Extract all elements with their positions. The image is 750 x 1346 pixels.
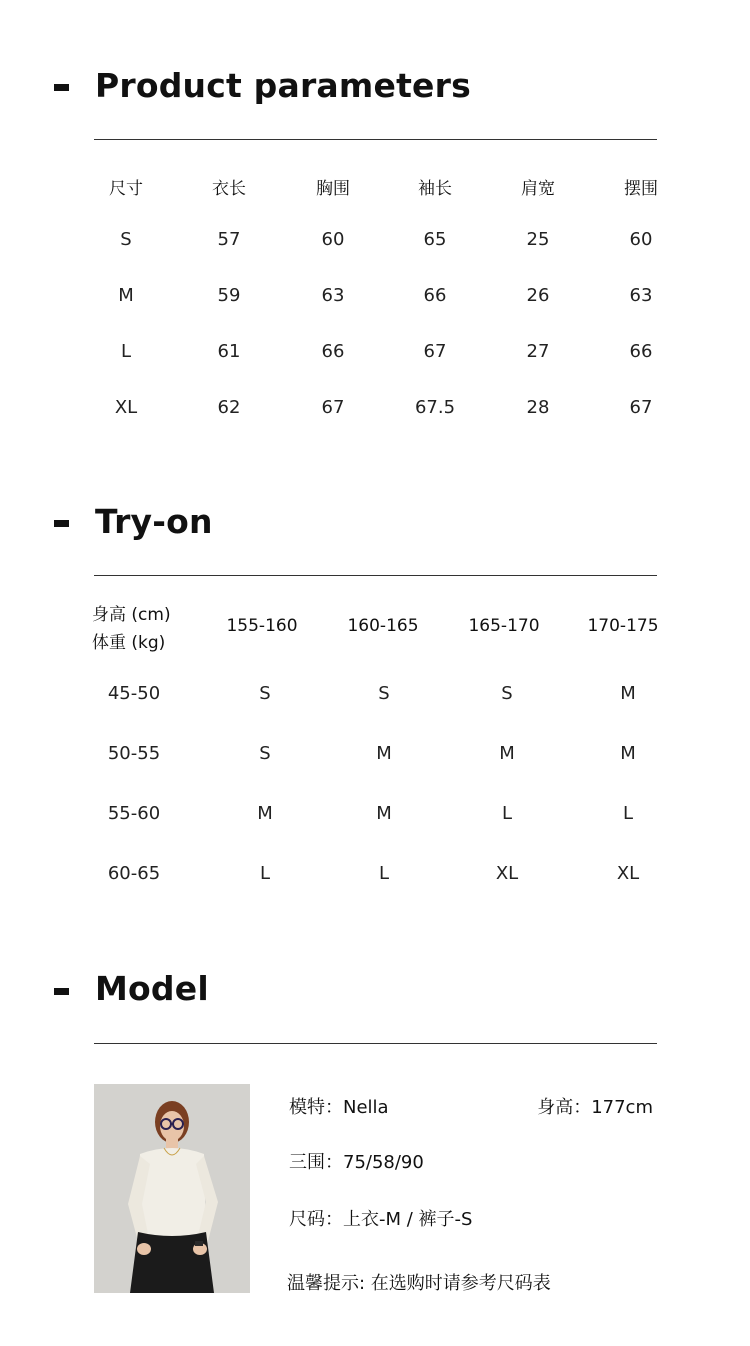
model-illustration [94, 1084, 250, 1293]
tryon-cell: L [622, 803, 634, 824]
divider [94, 1043, 657, 1044]
divider [94, 575, 657, 576]
params-cell: 27 [526, 341, 550, 362]
tryon-weight: 45-50 [107, 683, 161, 704]
tryon-weight: 50-55 [107, 743, 161, 764]
params-cell: 28 [526, 397, 550, 418]
params-cell: 67 [629, 397, 653, 418]
tryon-cell: S [378, 683, 390, 704]
model-title: Model [95, 969, 209, 1008]
params-cell: 63 [321, 285, 345, 306]
divider [94, 139, 657, 140]
params-header: 胸围 [316, 179, 350, 199]
params-header: 袖长 [418, 179, 452, 199]
tryon-cell: XL [616, 863, 640, 884]
tryon-cell: M [620, 743, 636, 764]
section-marker [54, 520, 69, 527]
params-cell: 25 [526, 229, 550, 250]
tryon-cell: M [620, 683, 636, 704]
params-cell: 60 [321, 229, 345, 250]
params-cell: 61 [217, 341, 241, 362]
params-title: Product parameters [95, 66, 471, 105]
params-cell: 26 [526, 285, 550, 306]
params-cell: 66 [423, 285, 447, 306]
tryon-cell: L [501, 803, 513, 824]
tryon-height-header: 170-175 [587, 616, 659, 636]
model-name: 模特：Nella [289, 1097, 389, 1118]
params-cell: 60 [629, 229, 653, 250]
tryon-cell: S [259, 743, 271, 764]
size-tip: 温馨提示: 在选购时请参考尺码表 [287, 1273, 551, 1294]
params-cell: 66 [321, 341, 345, 362]
tryon-cell: XL [495, 863, 519, 884]
tryon-cell: L [259, 863, 271, 884]
params-cell: 67.5 [414, 397, 456, 418]
params-cell: 62 [217, 397, 241, 418]
tryon-cell: M [257, 803, 273, 824]
model-height: 身高：177cm [537, 1097, 653, 1118]
tryon-height-header: 155-160 [226, 616, 298, 636]
tryon-weight: 55-60 [107, 803, 161, 824]
model-photo [94, 1084, 250, 1293]
tryon-cell: M [376, 743, 392, 764]
tryon-cell: S [259, 683, 271, 704]
tryon-cell: M [499, 743, 515, 764]
params-cell: 63 [629, 285, 653, 306]
params-cell: S [120, 229, 132, 250]
tryon-cell: M [376, 803, 392, 824]
params-cell: 67 [423, 341, 447, 362]
tryon-corner-height: 身高 (cm) [92, 605, 171, 625]
params-cell: 59 [217, 285, 241, 306]
params-cell: 66 [629, 341, 653, 362]
section-marker [54, 988, 69, 995]
params-cell: L [120, 341, 132, 362]
params-cell: XL [114, 397, 138, 418]
params-cell: 65 [423, 229, 447, 250]
params-header: 肩宽 [521, 179, 555, 199]
params-header: 衣长 [212, 179, 246, 199]
section-marker [54, 84, 69, 91]
params-cell: M [118, 285, 134, 306]
model-size: 尺码：上衣-M / 裤子-S [289, 1209, 473, 1230]
tryon-height-header: 165-170 [468, 616, 540, 636]
tryon-weight: 60-65 [107, 863, 161, 884]
params-header: 摆围 [624, 179, 658, 199]
params-cell: 57 [217, 229, 241, 250]
model-measurements: 三围：75/58/90 [289, 1152, 424, 1173]
tryon-title: Try-on [95, 502, 213, 541]
tryon-cell: L [378, 863, 390, 884]
tryon-height-header: 160-165 [347, 616, 419, 636]
params-header: 尺寸 [109, 179, 143, 199]
tryon-corner-weight: 体重 (kg) [92, 633, 166, 653]
tryon-cell: S [501, 683, 513, 704]
params-cell: 67 [321, 397, 345, 418]
